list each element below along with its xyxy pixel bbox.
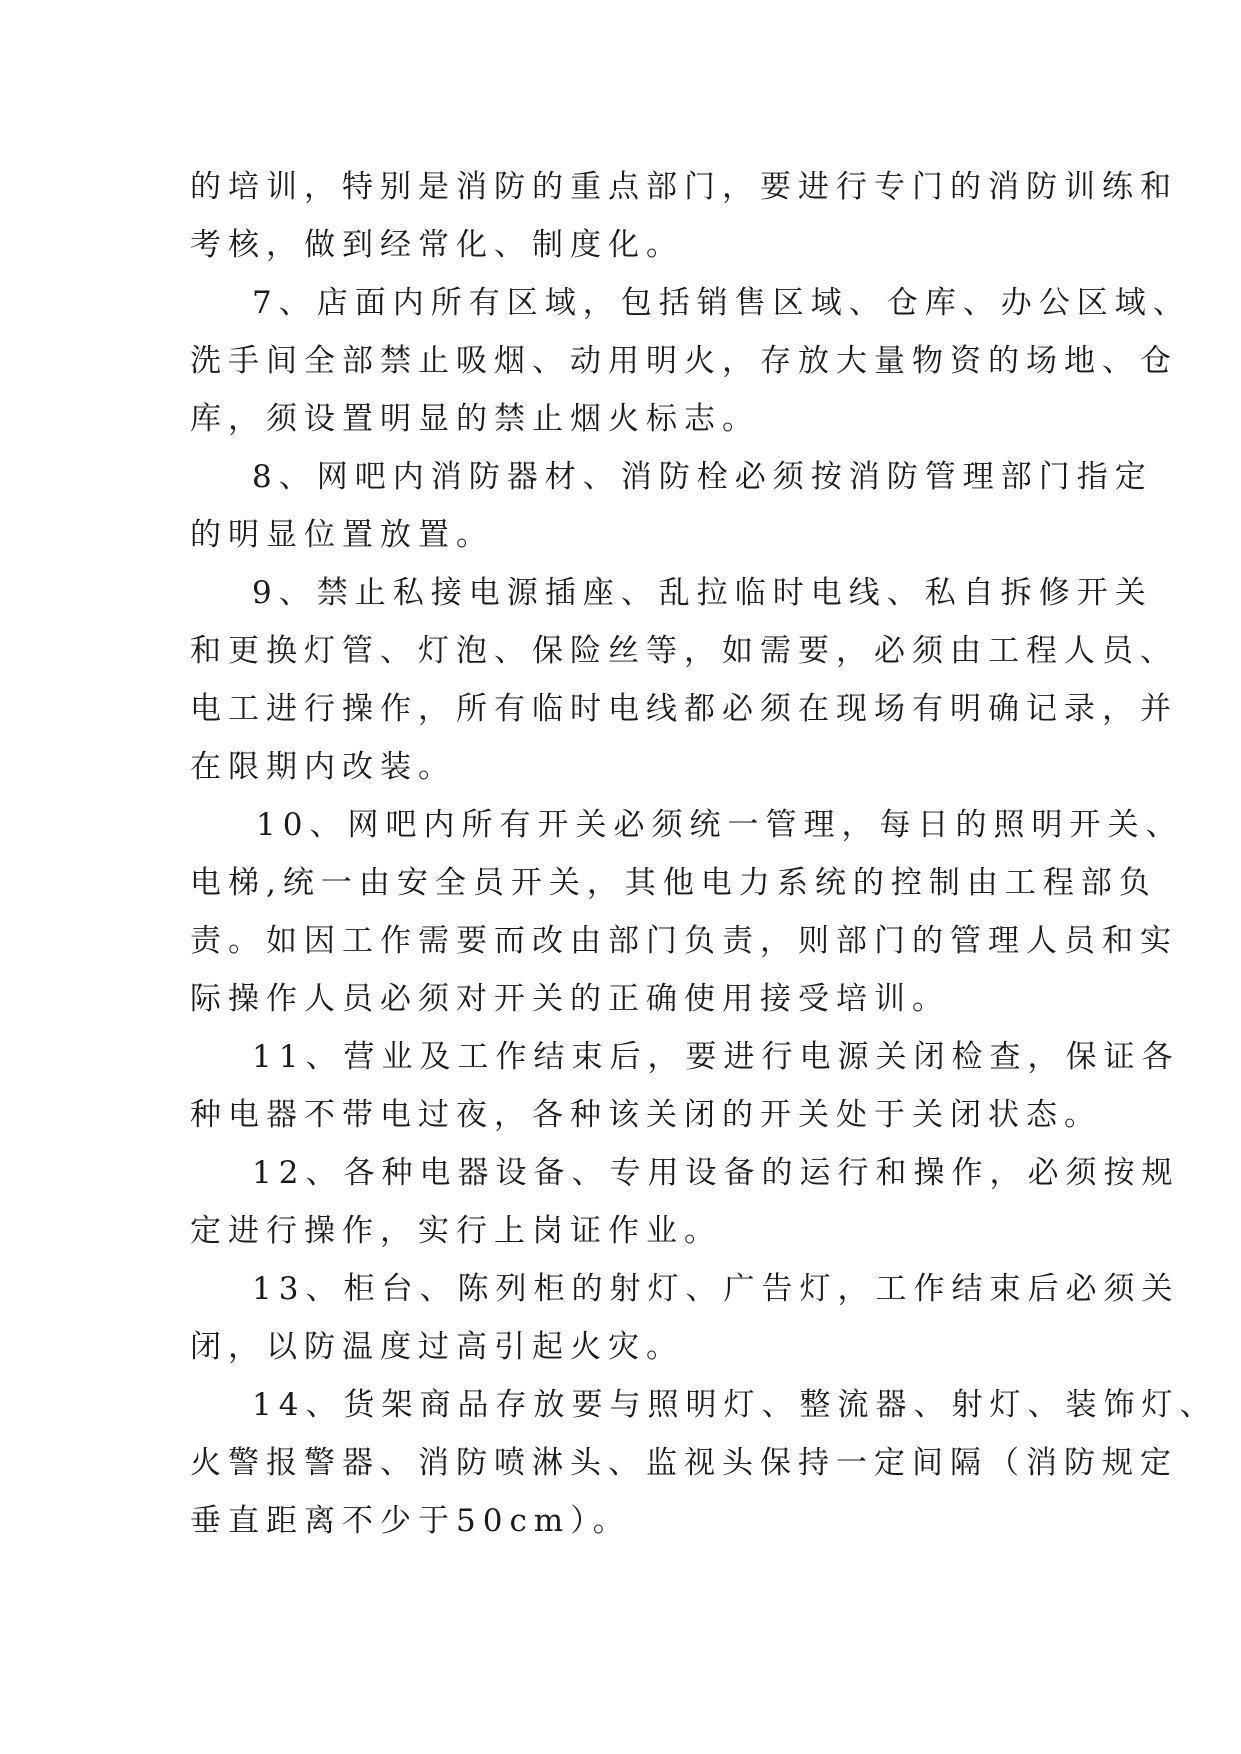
paragraph-training-continuation	[190, 158, 1178, 274]
text-line: 电工进行操作，所有临时电线都必须在现场有明确记录，并	[190, 691, 1178, 727]
paragraph-item-11	[190, 1028, 1180, 1144]
text-line: 火警报警器、消防喷淋头、监视头保持一定间隔（消防规定	[190, 1445, 1178, 1481]
text-line: 电梯,统一由安全员开关，其他电力系统的控制由工程部负	[190, 865, 1157, 901]
paragraph-item-13	[190, 1260, 1180, 1376]
paragraph-item-7	[190, 274, 1191, 448]
text-line: 考核，做到经常化、制度化。	[190, 227, 684, 263]
text-line: 责。如因工作需要而改由部门负责，则部门的管理人员和实	[190, 923, 1178, 959]
text-line: 7、店面内所有区域，包括销售区域、仓库、办公区域、	[252, 285, 1191, 321]
text-line: 8、网吧内消防器材、消防栓必须按消防管理部门指定	[252, 459, 1153, 495]
paragraph-item-14	[190, 1376, 1218, 1550]
text-line: 闭，以防温度过高引起火灾。	[190, 1329, 684, 1365]
text-line: 的明显位置放置。	[190, 517, 494, 553]
paragraph-item-9	[190, 564, 1178, 796]
text-line: 库，须设置明显的禁止烟火标志。	[190, 401, 760, 437]
document-body	[190, 158, 1218, 1550]
text-line: 际操作人员必须对开关的正确使用接受培训。	[190, 981, 950, 1017]
text-line: 定进行操作，实行上岗证作业。	[190, 1213, 722, 1249]
text-line: 13、柜台、陈列柜的射灯、广告灯，工作结束后必须关	[252, 1271, 1180, 1307]
paragraph-item-8	[190, 448, 1153, 564]
text-line: 洗手间全部禁止吸烟、动用明火，存放大量物资的场地、仓	[190, 343, 1178, 379]
text-line: 10、网吧内所有开关必须统一管理，每日的照明开关、	[256, 807, 1184, 843]
text-line: 11、营业及工作结束后，要进行电源关闭检查，保证各	[252, 1039, 1180, 1075]
text-line: 在限期内改装。	[190, 749, 456, 785]
text-line: 的培训，特别是消防的重点部门，要进行专门的消防训练和	[190, 169, 1178, 205]
paragraph-item-12	[190, 1144, 1180, 1260]
text-line: 9、禁止私接电源插座、乱拉临时电线、私自拆修开关	[252, 575, 1153, 611]
text-line: 种电器不带电过夜，各种该关闭的开关处于关闭状态。	[190, 1097, 1102, 1133]
text-line: 垂直距离不少于50cm）。	[190, 1503, 631, 1539]
text-line: 14、货架商品存放要与照明灯、整流器、射灯、装饰灯、	[252, 1387, 1218, 1423]
paragraph-item-10	[190, 796, 1184, 1028]
text-line: 12、各种电器设备、专用设备的运行和操作，必须按规	[252, 1155, 1180, 1191]
text-line: 和更换灯管、灯泡、保险丝等，如需要，必须由工程人员、	[190, 633, 1178, 669]
